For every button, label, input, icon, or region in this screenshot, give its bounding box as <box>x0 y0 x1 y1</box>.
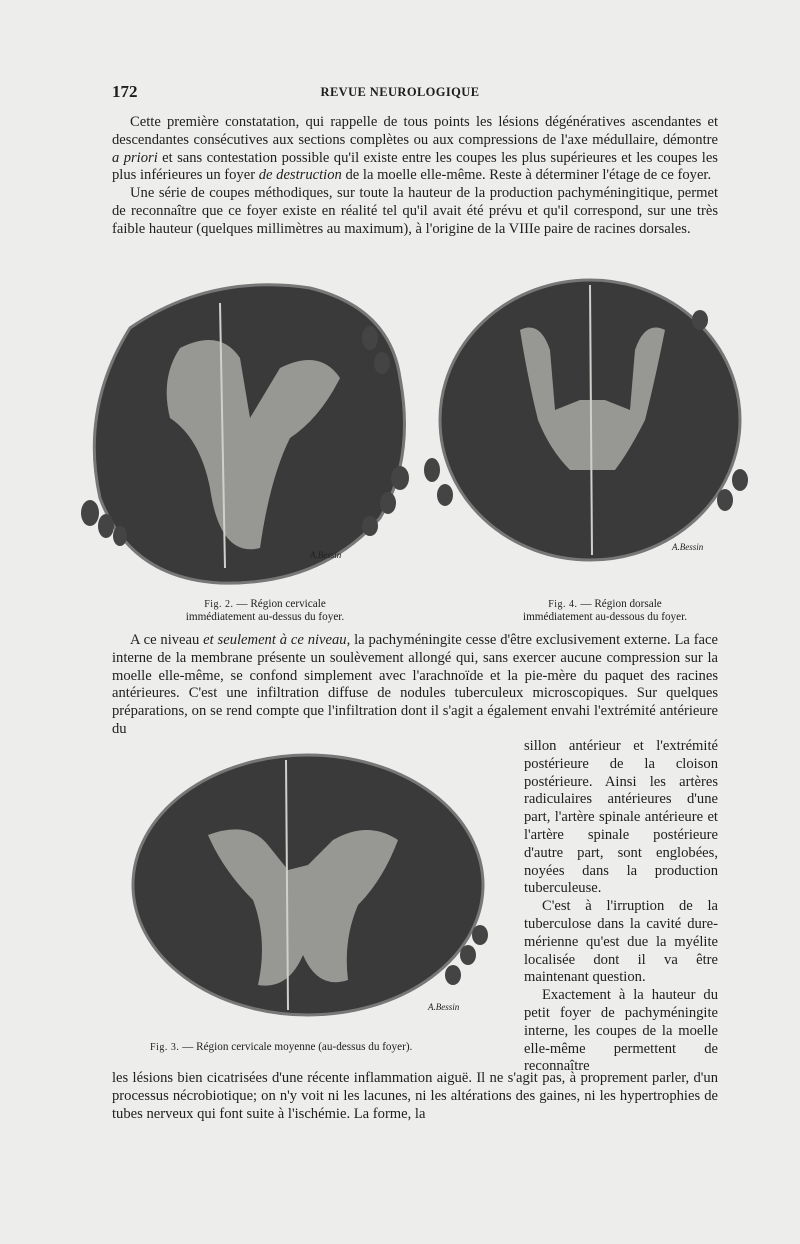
side-column-text <box>524 738 718 1076</box>
figure-2-caption: Fig. 2. — Région cervicale immédiatement au-dessus du foyer. <box>185 598 345 623</box>
figure-4-caption: Fig. 4. — Région dorsale immédiatement au-dessous du foyer. <box>522 598 688 623</box>
artist-signature: A.Bessin <box>672 542 704 552</box>
final-paragraph: les lésions bien cicatrisées d'une récente inflammation aiguë. Il ne s'agit pas, à proprement parler, d'un processus nécrobiotique; on n'y voit ni les lacunes, ni les altérations des gaines, ni les hypertrophies de tubes nerveux qui font suite à l'ischémie. La forme, la <box>112 1070 718 1122</box>
side-paragraph-3: Exactement à la hauteur du petit foyer de pachyméningite interne, les coupes de la moelle elle-même permettent de reconnaître <box>524 987 718 1075</box>
figure-3-caption: Fig. 3. — Région cervicale moyenne (au-dessus du foyer). <box>150 1041 413 1053</box>
artist-signature: A.Bessin <box>310 550 342 560</box>
figure-3-spinal-cord-section <box>118 740 518 1040</box>
body-text-top <box>112 114 718 239</box>
body-text-bottom <box>112 1070 718 1123</box>
artist-signature: A.Bessin <box>428 1002 460 1012</box>
body-text-middle <box>112 632 718 739</box>
figure-2-spinal-cord-section <box>70 268 450 594</box>
paragraph-1: Cette première constatation, qui rappelle de tous points les lésions dégénératives ascendantes et descendantes consécutives aux sections complètes ou aux compressions de l'axe médullaire, démontre a priori et sans contestation possible qu'il existe entre les coupes les plus supérieures et les coupes les plus inférieures un foyer de destruction de la moelle elle-même. Reste à déterminer l'étage de ce foyer. <box>112 114 718 184</box>
page-number: 172 <box>112 82 138 101</box>
paragraph-2: Une série de coupes méthodiques, sur toute la hauteur de la production pachyméningitique, permet de reconnaître que ce foyer existe en réalité tel qu'il avait été prévu et qu'il correspond, sur une très faible hauteur (quelques millimètres au maximum), à l'origine de la VIIIe paire de racines dorsales. <box>112 185 718 237</box>
side-paragraph-1: sillon antérieur et l'extrémité postérieure de la cloison postérieure. Ainsi les artères radiculaires antérieures d'une part, l'artère spinale antérieure et l'artère spinale postérieure d'autre part, sont englobées, noyées dans la production tuberculeuse. <box>524 738 718 897</box>
side-paragraph-2: C'est à l'irruption de la tuberculose dans la cavité dure-mérienne qu'est due la myélite localisée dont il va être maintenant question. <box>524 898 718 986</box>
paragraph-3: A ce niveau et seulement à ce niveau, la pachyméningite cesse d'être exclusivement externe. La face interne de la membrane présente un soulèvement allongé qui, sans exercer aucune compression sur la moelle elle-même, se confond simplement avec l'arachnoïde et la pie-mère du paquet des racines antérieures. C'est une infiltration diffuse de nodules tuberculeux microscopiques. Sur quelques préparations, on se rend compte que l'infiltration dont il s'agit a également envahi l'extrémité antérieure du <box>112 632 718 737</box>
running-header: REVUE NEUROLOGIQUE <box>320 85 480 99</box>
figure-4-spinal-cord-section <box>420 270 760 590</box>
